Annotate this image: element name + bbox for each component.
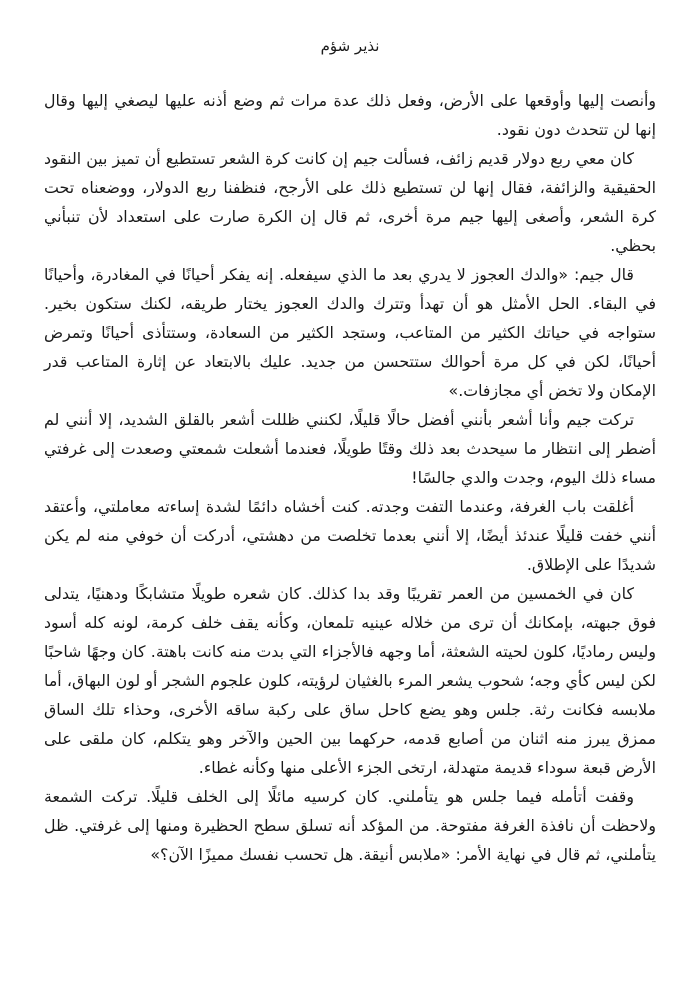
paragraph: تركت جيم وأنا أشعر بأنني أفضل حالًا قليلًا، لكنني ظللت أشعر بالقلق الشديد، إلا أنني لم أضطر إلى انتظار ما سيحدث بعد ذلك وقتًا طويلًا، فعندما أشعلت شمعتي وصعدت إلى غرفتي مساء ذلك اليوم، وجدت والدي جالسًا!: [44, 410, 656, 487]
paragraph: وقفت أتأمله فيما جلس هو يتأملني. كان كرسيه مائلًا إلى الخلف قليلًا. تركت الشمعة ولاحظت أن نافذة الغرفة مفتوحة. من المؤكد أنه تسلق سطح الحظيرة ومنها إلى غرفتي. ظل يتأملني، ثم قال في نهاية الأمر: «ملابس أنيقة. هل تحسب نفسك مميزًا الآن؟»: [44, 787, 656, 864]
paragraph: كان معي ربع دولار قديم زائف، فسألت جيم إن كانت كرة الشعر تستطيع أن تميز بين النقود الحقيقية والزائفة، فقال إنها لن تستطيع ذلك على الأرجح، فنظفنا ربع الدولار، ووضعناه تحت كرة الشعر، وأصغى إليها جيم مرة أخرى، ثم قال إن الكرة صارت على استعداد لأن تنبأني بحظي.: [44, 149, 656, 255]
body-text: [44, 86, 656, 869]
running-head: نذير شؤم: [320, 37, 380, 55]
paragraph: وأنصت إليها وأوقعها على الأرض، وفعل ذلك عدة مرات ثم وضع أذنه عليها ليصغي إليها وقال إنها لن تتحدث دون نقود.: [44, 91, 656, 139]
paragraph: أغلقت باب الغرفة، وعندما التفت وجدته. كنت أخشاه دائمًا لشدة إساءته معاملتي، وأعتقد أنني خفت قليلًا عندئذ أيضًا، إلا أنني بعدما تخلصت من دهشتي، أدركت أن خوفي منه لم يكن شديدًا على الإطلاق.: [44, 497, 656, 574]
paragraph: قال جيم: «والدك العجوز لا يدري بعد ما الذي سيفعله. إنه يفكر أحيانًا في المغادرة، وأحيانًا في البقاء. الحل الأمثل هو أن تهدأ وتترك والدك العجوز يختار طريقه، لكنك ستكون بخير. ستواجه في حياتك الكثير من المتاعب، وستجد الكثير من السعادة، وستتأذى أحيانًا وتمرض أحيانًا، لكن في كل مرة أحوالك ستتحسن من جديد. عليك بالابتعاد عن إثارة المتاعب قدر الإمكان ولا تخض أي مجازفات.»: [44, 265, 656, 400]
paragraph: كان في الخمسين من العمر تقريبًا وقد بدا كذلك. كان شعره طويلًا متشابكًا ودهنيًا، يتدلى فوق جبهته، بإمكانك أن ترى من خلاله عينيه تلمعان، وكأنه يقف خلف كرمة، لونه كله أسود وليس رماديًا، كلون لحيته الشعثة، أما وجهه فالأجزاء التي بدت منه كانت باهتة. كان وجهًا شاحبًا لكن ليس كأي وجه؛ شحوب يشعر المرء بالغثيان لرؤيته، كلون علجوم الشجر أو لون البهاق، أما ملابسه فكانت رثة. جلس وهو يضع كاحل ساق على ركبة ساقه الأخرى، وحذاء تلك الساق ممزق يبرز منه اثنان من أصابع قدمه، حركهما بين الحين والآخر وهو يتكلم، كان ملقى على الأرض قبعة سوداء قديمة متهدلة، ارتخى الجزء الأعلى منها وكأنه غطاء.: [44, 584, 656, 777]
